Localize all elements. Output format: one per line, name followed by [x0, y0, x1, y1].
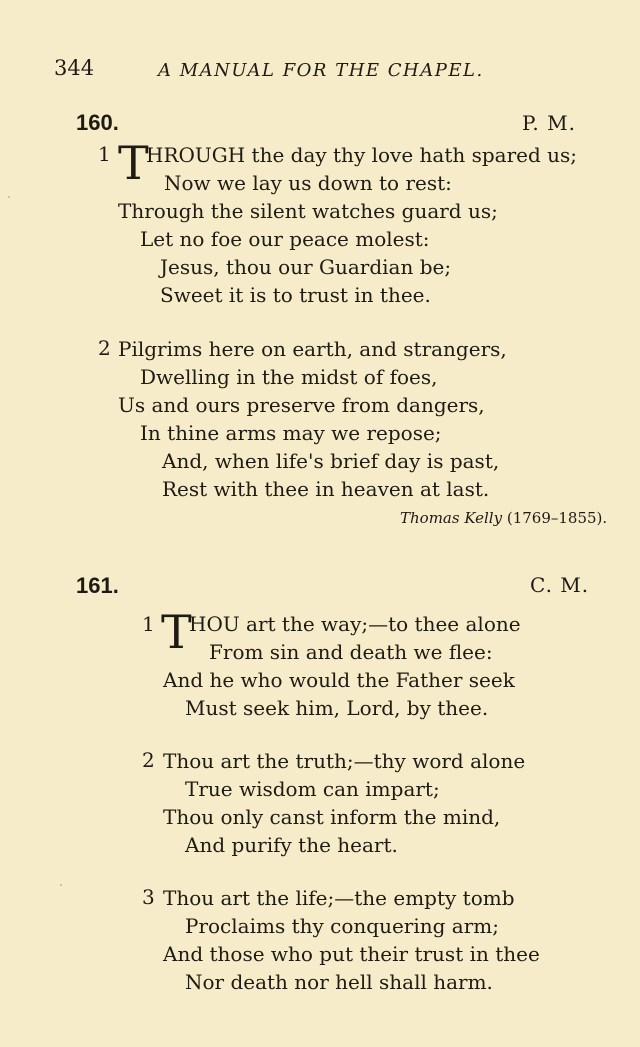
hymn-line: Rest with thee in heaven at last. — [162, 477, 490, 501]
hymn-number: 161. — [76, 573, 119, 598]
hymn-line: Dwelling in the midst of foes, — [140, 365, 438, 389]
hymn-line: Us and ours preserve from dangers, — [118, 393, 485, 417]
hymn-line: From sin and death we flee: — [209, 640, 493, 664]
verse-number: 2 — [98, 336, 111, 360]
hymn-number: 160. — [76, 110, 119, 135]
hymn-line: True wisdom can impart; — [185, 777, 440, 801]
hymn-line: Jesus, thou our Guardian be; — [160, 255, 452, 279]
hymn-line: Nor death nor hell shall harm. — [185, 970, 493, 994]
hymn-line: And, when life's brief day is past, — [162, 449, 500, 473]
drop-cap: T — [118, 136, 149, 190]
hymn-line: Sweet it is to trust in thee. — [160, 283, 431, 307]
author-name: Thomas Kelly — [400, 509, 503, 527]
hymn-attribution — [400, 509, 607, 527]
hymn-line: Through the silent watches guard us; — [118, 199, 498, 223]
hymn-line: Must seek him, Lord, by thee. — [185, 696, 489, 720]
page-number: 344 — [54, 56, 95, 80]
hymn-line: HROUGH the day thy love hath spared us; — [146, 143, 578, 167]
hymn-line: Proclaims thy conquering arm; — [185, 914, 499, 938]
running-title: A MANUAL FOR THE CHAPEL. — [158, 60, 484, 81]
hymn-line: HOU art the way;—to thee alone — [189, 612, 521, 636]
hymn-line: Thou only canst inform the mind, — [163, 805, 501, 829]
hymn-line: Thou art the life;—the empty tomb — [163, 886, 515, 910]
paper-speck — [60, 884, 62, 886]
verse-number: 3 — [142, 885, 155, 909]
hymn-line: In thine arms may we repose; — [140, 421, 442, 445]
hymn-meter: P. M. — [522, 111, 576, 135]
hymn-meter: C. M. — [530, 573, 590, 597]
hymn-line: Pilgrims here on earth, and strangers, — [118, 337, 507, 361]
hymn-line: And those who put their trust in thee — [163, 942, 540, 966]
verse-number: 1 — [142, 612, 155, 636]
verse-number: 2 — [142, 748, 155, 772]
paper-speck — [8, 196, 10, 198]
drop-cap: T — [161, 605, 192, 659]
author-dates: (1769–1855). — [506, 509, 608, 527]
hymn-line: Let no foe our peace molest: — [140, 227, 430, 251]
hymn-line: Now we lay us down to rest: — [164, 171, 452, 195]
hymn-line: And purify the heart. — [185, 833, 398, 857]
verse-number: 1 — [98, 142, 111, 166]
hymn-line: And he who would the Father seek — [163, 668, 515, 692]
hymn-line: Thou art the truth;—thy word alone — [163, 749, 526, 773]
